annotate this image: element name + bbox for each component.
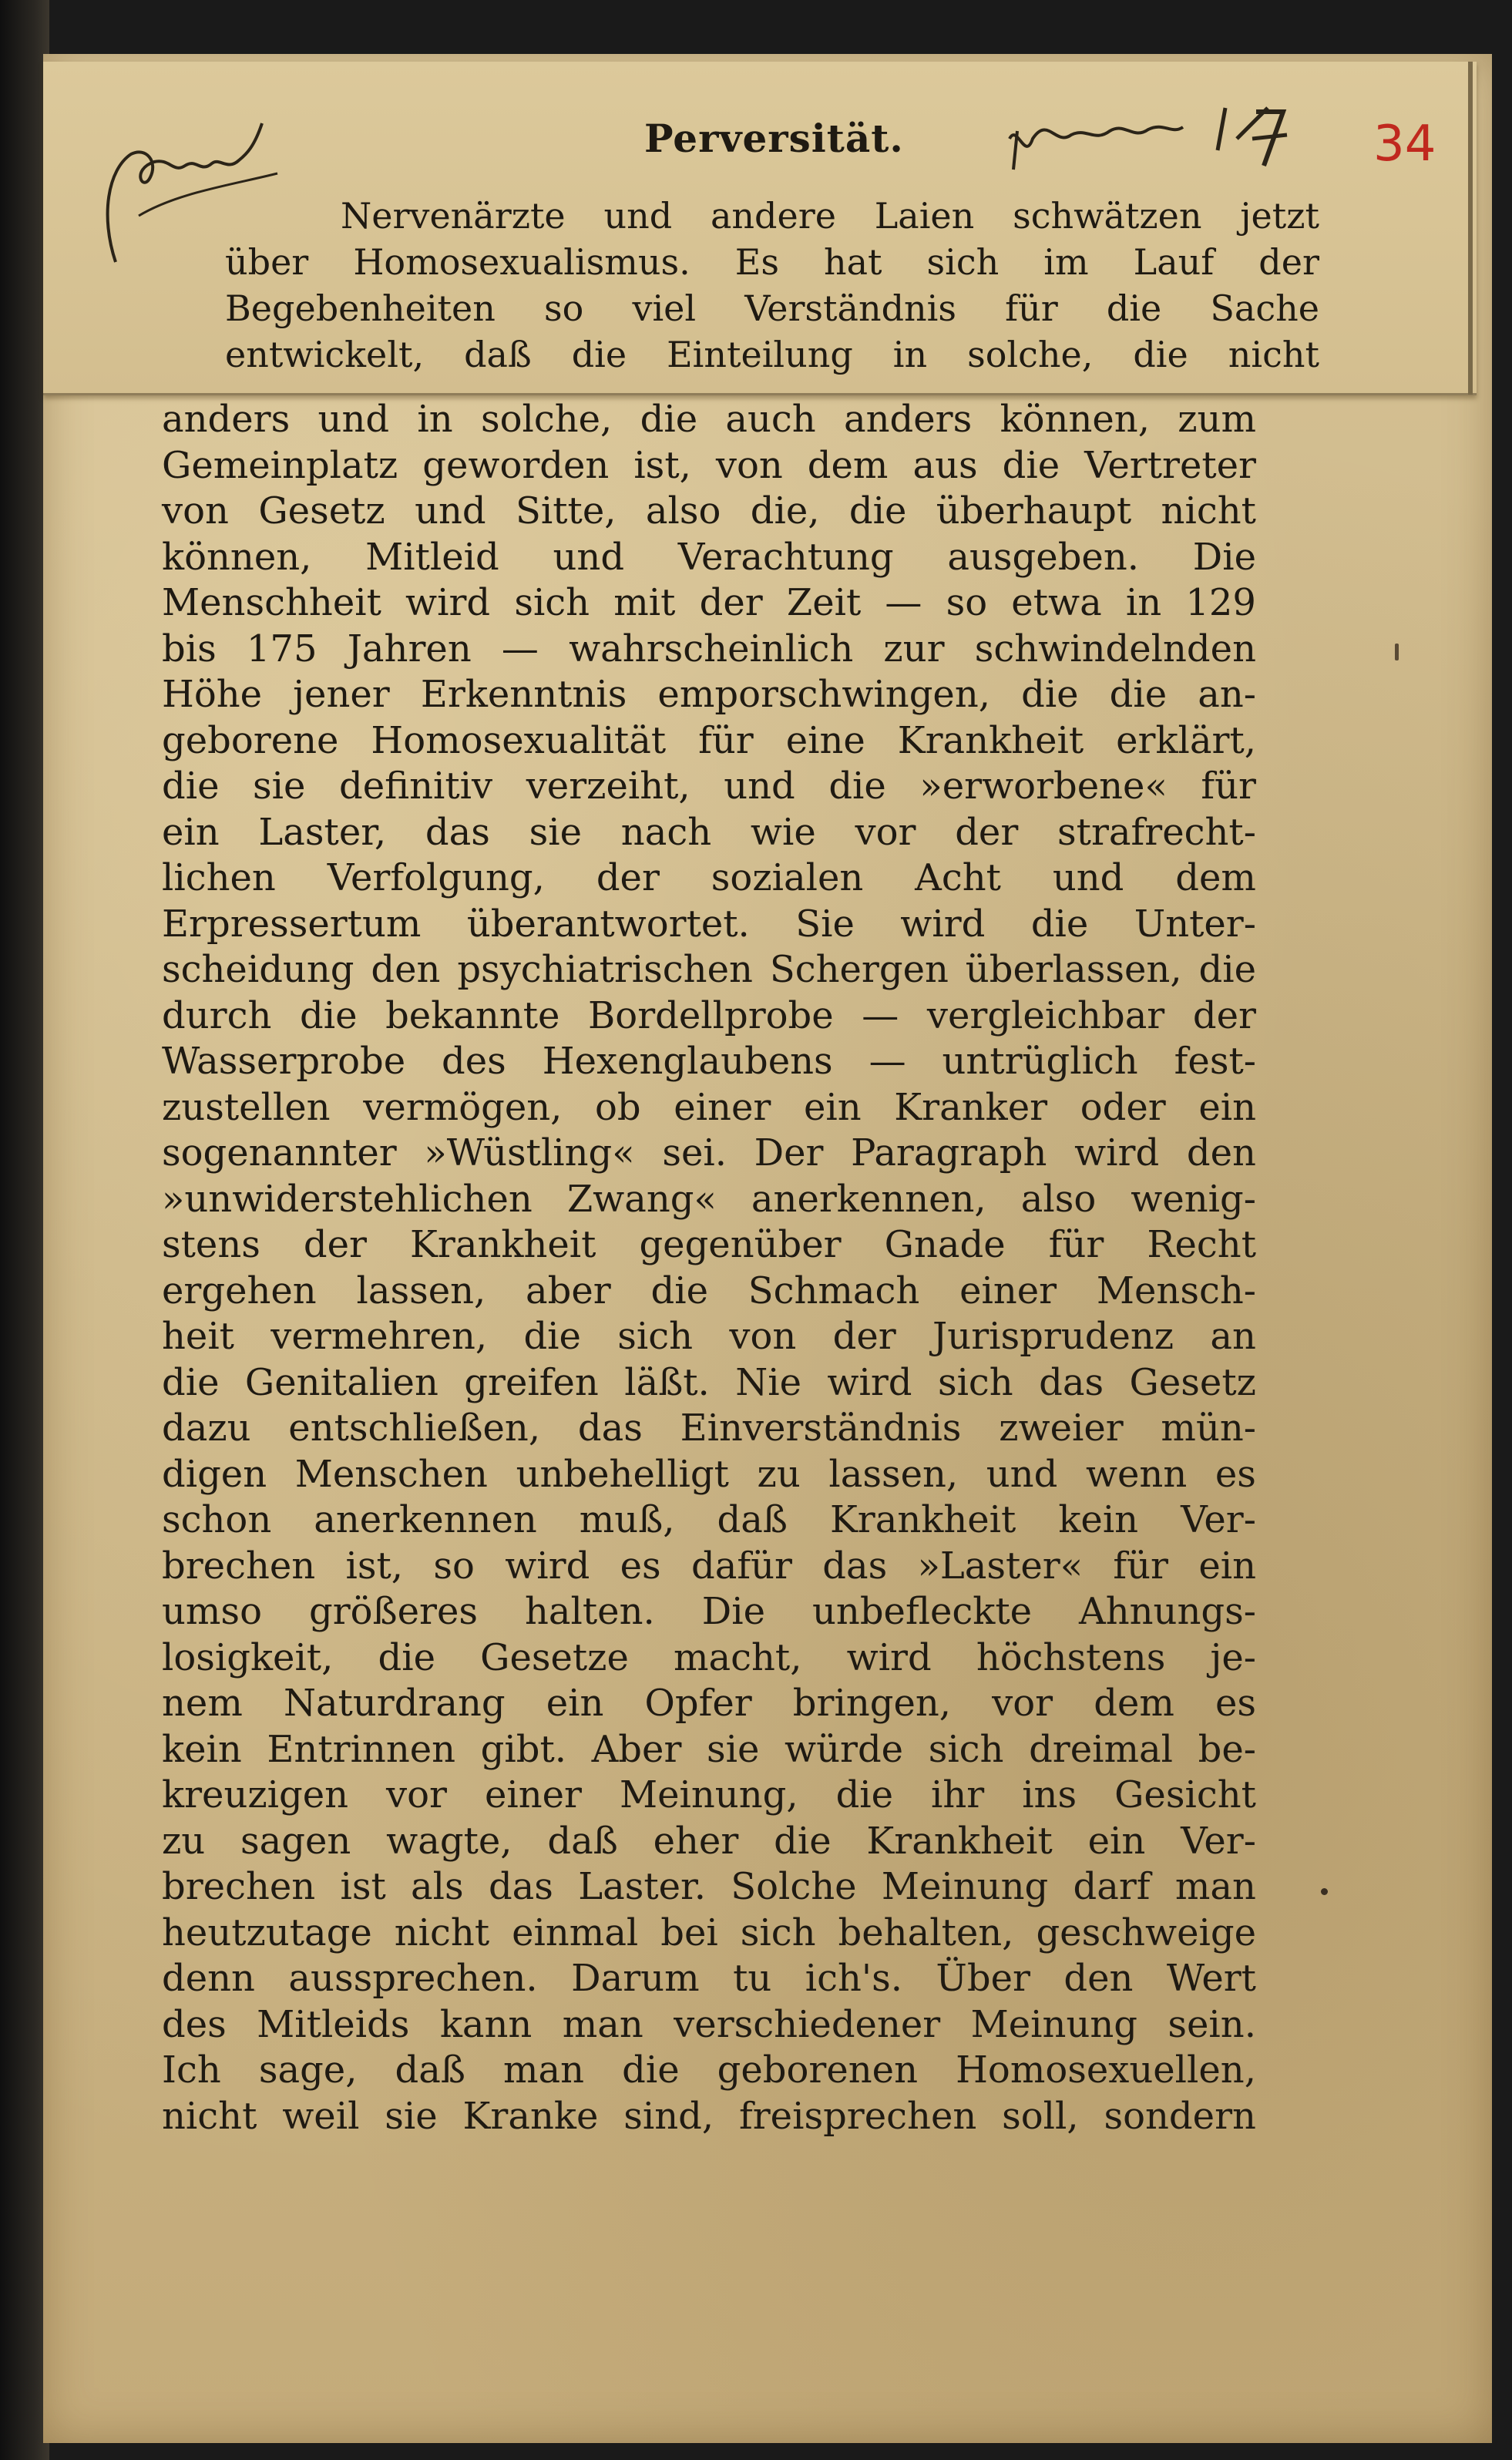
text-line: geborene Homosexualität für eine Krankheit erklärt, <box>162 718 1256 762</box>
text-line: stens der Krankheit gegenüber Gnade für Recht <box>162 1223 1256 1266</box>
text-line: dazu entschließen, das Einverständnis zweier mün- <box>162 1406 1256 1450</box>
margin-speck <box>1395 644 1399 660</box>
text-line: ergehen lassen, aber die Schmach einer Mensch- <box>162 1269 1256 1312</box>
text-line: Begebenheiten so viel Verständnis für die Sache <box>225 287 1319 329</box>
text-line: kreuzigen vor einer Meinung, die ihr ins Gesicht <box>162 1773 1256 1816</box>
clipping-edge <box>1468 62 1473 395</box>
text-line: die Genitalien greifen läßt. Nie wird sich das Gesetz <box>162 1360 1256 1404</box>
clipping-paragraph <box>225 193 1319 378</box>
text-line: Höhe jener Erkenntnis emporschwingen, die die an- <box>162 673 1256 716</box>
text-line: lichen Verfolgung, der sozialen Acht und dem <box>162 856 1256 899</box>
text-line: zu sagen wagte, daß eher die Krankheit ein Ver- <box>162 1819 1256 1863</box>
text-line: Nervenärzte und andere Laien schwätzen jetzt <box>341 195 1319 237</box>
text-line: Menschheit wird sich mit der Zeit — so etwa in 129 <box>162 581 1256 624</box>
text-line: entwickelt, daß die Einteilung in solche, die nicht <box>225 334 1319 375</box>
text-line: die sie definitiv verzeiht, und die »erworbene« für <box>162 765 1256 808</box>
text-line: nem Naturdrang ein Opfer bringen, vor dem es <box>162 1682 1256 1725</box>
text-line: ein Laster, das sie nach wie vor der strafrecht- <box>162 810 1256 854</box>
margin-speck <box>1321 1888 1328 1895</box>
text-line: sogenannter »Wüstling« sei. Der Paragraph wird den <box>162 1131 1256 1175</box>
body-paragraph <box>162 397 1256 2139</box>
text-line: scheidung den psychiatrischen Schergen überlassen, die <box>162 948 1256 991</box>
text-line: denn aussprechen. Darum tu ich's. Über den Wert <box>162 1957 1256 2000</box>
text-line: bis 175 Jahren — wahrscheinlich zur schwindelnden <box>162 627 1256 670</box>
text-line: heit vermehren, die sich von der Jurisprudenz an <box>162 1315 1256 1358</box>
text-line: brechen ist, so wird es dafür das »Laster« für ein <box>162 1544 1256 1588</box>
text-line: brechen ist als das Laster. Solche Meinung darf man <box>162 1865 1256 1908</box>
text-line: kein Entrinnen gibt. Aber sie würde sich dreimal be- <box>162 1727 1256 1771</box>
text-line: zustellen vermögen, ob einer ein Kranker oder ein <box>162 1085 1256 1129</box>
text-line: nicht weil sie Kranke sind, freisprechen soll, sondern <box>162 2094 1256 2138</box>
text-line: digen Menschen unbehelligt zu lassen, und wenn es <box>162 1452 1256 1496</box>
text-line: Ich sage, daß man die geborenen Homosexuellen, <box>162 2048 1256 2092</box>
text-line: Wasserprobe des Hexenglaubens — untrüglich fest- <box>162 1040 1256 1083</box>
text-line: anders und in solche, die auch anders können, zum <box>162 398 1256 441</box>
text-line: Erpressertum überantwortet. Sie wird die Unter- <box>162 902 1256 946</box>
text-line: können, Mitleid und Verachtung ausgeben. Die <box>162 535 1256 579</box>
text-line: »unwiderstehlichen Zwang« anerkennen, also wenig- <box>162 1177 1256 1221</box>
text-line: des Mitleids kann man verschiedener Meinung sein. <box>162 2002 1256 2046</box>
text-line: umso größeres halten. Die unbefleckte Ahnungs- <box>162 1590 1256 1633</box>
text-line: schon anerkennen muß, daß Krankheit kein Ver- <box>162 1498 1256 1541</box>
text-line: losigkeit, die Gesetze macht, wird höchstens je- <box>162 1635 1256 1679</box>
text-line: durch die bekannte Bordellprobe — vergleichbar der <box>162 993 1256 1037</box>
handwritten-annotation-right-icon <box>1002 92 1326 177</box>
text-line: heutzutage nicht einmal bei sich behalten, geschweige <box>162 1911 1256 1954</box>
page-number-annotation: 34 <box>1373 116 1436 173</box>
page-binding-edge <box>0 0 49 2460</box>
text-line: über Homosexualismus. Es hat sich im Lauf der <box>225 241 1319 283</box>
text-line: von Gesetz und Sitte, also die, die überhaupt nicht <box>162 489 1256 533</box>
article-title: Perversität. <box>644 116 904 161</box>
text-line: Gemeinplatz geworden ist, von dem aus die Vertreter <box>162 443 1256 487</box>
